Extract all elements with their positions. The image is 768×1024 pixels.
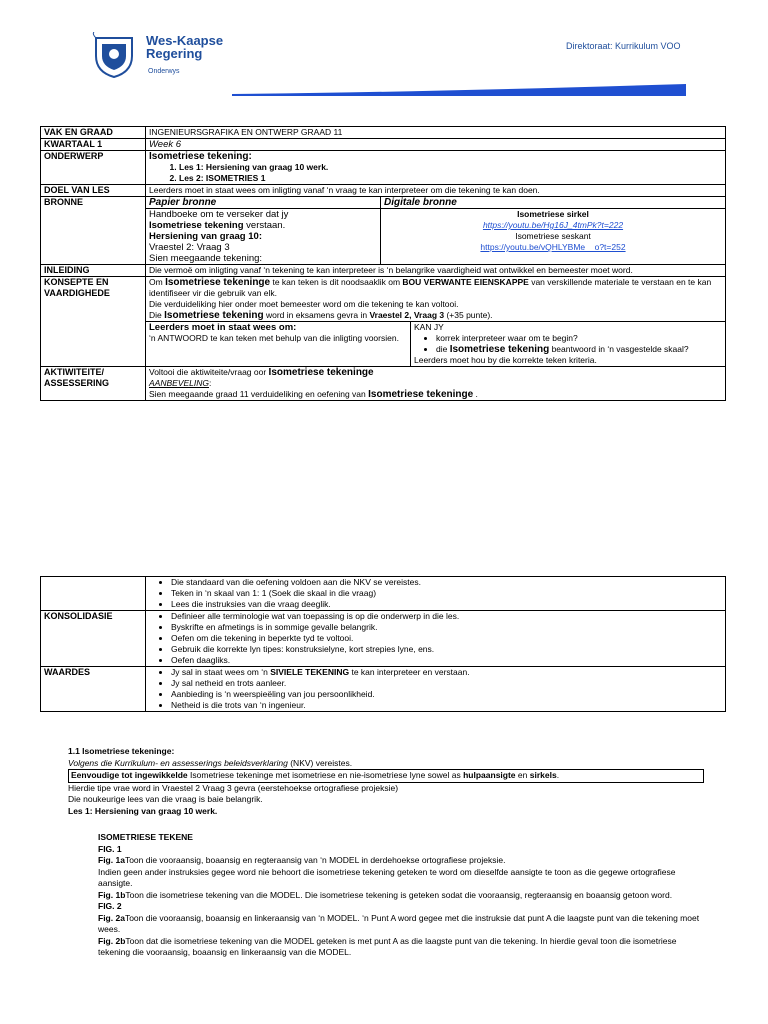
label-empty bbox=[41, 577, 146, 611]
label-konsolidasie: KONSOLIDASIE bbox=[41, 611, 146, 667]
value-konsolidasie: • Definieer alle terminologie wat van toepassing is op die onderwerp in die les. • Byskrifte en afmetings is in sommige gevalle belangrik. • Oefen om die tekening in beperkte tyd te voltooi. • Gebruik die korrekte lyn tipes: konstruksielyne, kort strepies lyne, ens. • Oefen daagliks. bbox=[146, 611, 726, 667]
crest-icon bbox=[92, 32, 136, 78]
onderwerp-item: 2. Les 2: ISOMETRIES 1 bbox=[179, 173, 722, 184]
row-onderwerp bbox=[41, 151, 726, 185]
boxed-statement: Eenvoudige tot ingewikkelde Isometriese tekeninge met isometriese en nie-isometriese lyne sowel as hulpaansigte en sirkels. bbox=[68, 769, 704, 783]
section-intro: 1.1 Isometriese tekeninge: Volgens die Kurrikulum- en assesserings beleidsverklaring (NKV) vereistes. Eenvoudige tot ingewikkelde Isometriese tekeninge met isometriese en nie-isometriese lyne sowel as hulpaansigte en sirkels. Hierdie tipe vrae word in Vraestel 2 Vraag 3 gevra (eerstehoekse ortografiese projeksie) Die noukeurige lees van die vraag is baie belangrik. Les 1: Hersiening van graag 10 werk. bbox=[68, 746, 708, 817]
value-aktiwiteite: Voltooi die aktiwiteite/vraag oor Isometriese tekeninge AANBEVELING: Sien meegaande graad 11 verduideliking en oefening van Isometriese tekeninge . bbox=[146, 367, 726, 401]
value-waardes: • Jy sal in staat wees om ‘n SIVIELE TEKENING te kan interpreteer en verstaan. • Jy sal netheid en trots aanleer. • Aanbieding is ‘n weerspieëling van jou persoonlikheid. • Netheid is die trots van ‘n ingenieur. bbox=[146, 667, 726, 712]
youtube-link-2[interactable]: https://youtu.be/vQHLYBMe__o?t=252 bbox=[480, 242, 626, 252]
logo-subtitle: Onderwys bbox=[148, 68, 180, 75]
label-onderwerp: ONDERWERP bbox=[41, 151, 146, 185]
label-bronne: BRONNE bbox=[41, 197, 146, 265]
kanjy-block: KAN JY • korrek interpreteer waar om te begin? • die Isometriese tekening beantwoord in ‘n vasgestelde skaal? Leerders moet hou by die korrekte teken kriteria. bbox=[411, 322, 726, 366]
paper-sources: Handboeke om te verseker dat jy Isometriese tekening verstaan. Hersiening van graag 10: Vraestel 2: Vraag 3 Sien meegaande tekening: bbox=[146, 209, 381, 265]
value-inleiding: Die vermoë om inligting vanaf ‘n tekening te kan interpreteer is ‘n belangrike vaardigheid wat ontwikkel en bemeester moet word. bbox=[146, 265, 726, 277]
label-vak: VAK EN GRAAD bbox=[41, 127, 146, 139]
digital-title-2: Isometriese seskant bbox=[515, 231, 591, 241]
value-konsepte: Om Isometriese tekeninge te kan teken is dit noodsaaklik om BOU VERWANTE EIENSKAPPE van verskillende materiale te verstaan en te kan identifiseer vir die gebruik van elk. Die verduideliking hier onder moet bemeester word om die tekening te kan voltooi. Die Isometriese tekening word in eksamens gevra in Vraestel 2, Vraag 3 (+35 punte). bbox=[146, 277, 726, 322]
label-waardes: WAARDES bbox=[41, 667, 146, 712]
label-konsepte: KONSEPTE EN VAARDIGHEDE bbox=[41, 277, 146, 367]
header-band bbox=[232, 84, 686, 96]
digital-sources-head: Digitale bronne bbox=[381, 197, 726, 209]
label-aktiwiteite: AKTIWITEITE/ ASSESSERING bbox=[41, 367, 146, 401]
logo-title: Wes-Kaapse Regering bbox=[146, 33, 224, 61]
fig2-heading: FIG. 2 bbox=[98, 901, 122, 911]
continuation-table bbox=[40, 576, 726, 712]
fig1-heading: FIG. 1 bbox=[98, 843, 122, 854]
row-vak bbox=[41, 127, 726, 139]
leerders-block: Leerders moet in staat wees om: ‘n ANTWOORD te kan teken met behulp van die inligting voorsien. bbox=[146, 322, 411, 366]
row-waardes bbox=[41, 667, 726, 712]
iso-heading: ISOMETRIESE TEKENE bbox=[98, 832, 193, 842]
lesson-plan-table bbox=[40, 126, 726, 401]
row-bronne-head bbox=[41, 197, 726, 209]
row-konsolidasie bbox=[41, 611, 726, 667]
label-doel: DOEL VAN LES bbox=[41, 185, 146, 197]
fig-descriptions: ISOMETRIESE TEKENE FIG. 1 Fig. 1aToon die vooraansig, boaansig en regteraansig van ‘n MODEL in derdehoekse ortografiese projeksie. Indien geen ander instruksies gegee word nie behoort die isometriese tekening geteken te word om dieselfde aansigte te toon as die gegewe ortografiese aansigte. Fig. 1bToon die isometriese tekening van die MODEL. Die isometriese tekening is geteken sodat die vooraansig, regteraansig en boaansig getoon word. FIG. 2 Fig. 2aToon die vooraansig, boaansig en linkeraansig van ‘n MODEL. ‘n Punt A word gegee met die instruksie dat punt A die laagste punt van die tekening moet wees. Fig. 2bToon dat die isometriese tekening van die MODEL geteken is met punt A as die laagste punt van die tekening. In hierdie geval toon die isometriese tekening die vooraansig, boaansig en linkeraansig van die MODEL. bbox=[98, 832, 710, 959]
value-standards: • Die standaard van die oefening voldoen aan die NKV se vereistes. • Teken in ‘n skaal van 1: 1 (Soek die skaal in die vraag) • Lees die instruksies van die vraag deeglik. bbox=[146, 577, 726, 611]
value-doel: Leerders moet in staat wees om inligting vanaf ‘n vraag te kan interpreteer om die tekening te kan doen. bbox=[146, 185, 726, 197]
row-aktiwiteite bbox=[41, 367, 726, 401]
row-kwartaal bbox=[41, 139, 726, 151]
page-header bbox=[0, 0, 768, 110]
label-kwartaal: KWARTAAL 1 bbox=[41, 139, 146, 151]
paper-sources-head: Papier bronne bbox=[146, 197, 381, 209]
leerders-cell bbox=[146, 322, 726, 367]
youtube-link-1[interactable]: https://youtu.be/Hg16J_4tmPk?t=222 bbox=[482, 220, 624, 230]
value-vak: INGENIEURSGRAFIKA EN ONTWERP GRAAD 11 bbox=[146, 127, 726, 139]
digital-sources bbox=[381, 209, 726, 265]
directorate-label: Direktoraat: Kurrikulum VOO bbox=[566, 41, 681, 51]
onderwerp-title: Isometriese tekening: bbox=[149, 151, 252, 162]
row-inleiding bbox=[41, 265, 726, 277]
wcg-logo bbox=[88, 28, 236, 84]
digital-title-1: Isometriese sirkel bbox=[517, 209, 589, 219]
value-onderwerp bbox=[146, 151, 726, 185]
onderwerp-item: 1. Les 1: Hersiening van graag 10 werk. bbox=[179, 162, 722, 173]
row-konsepte bbox=[41, 277, 726, 322]
section-heading: 1.1 Isometriese tekeninge: bbox=[68, 746, 175, 756]
row-standards bbox=[41, 577, 726, 611]
row-doel bbox=[41, 185, 726, 197]
value-kwartaal: Week 6 bbox=[146, 139, 726, 151]
label-inleiding: INLEIDING bbox=[41, 265, 146, 277]
